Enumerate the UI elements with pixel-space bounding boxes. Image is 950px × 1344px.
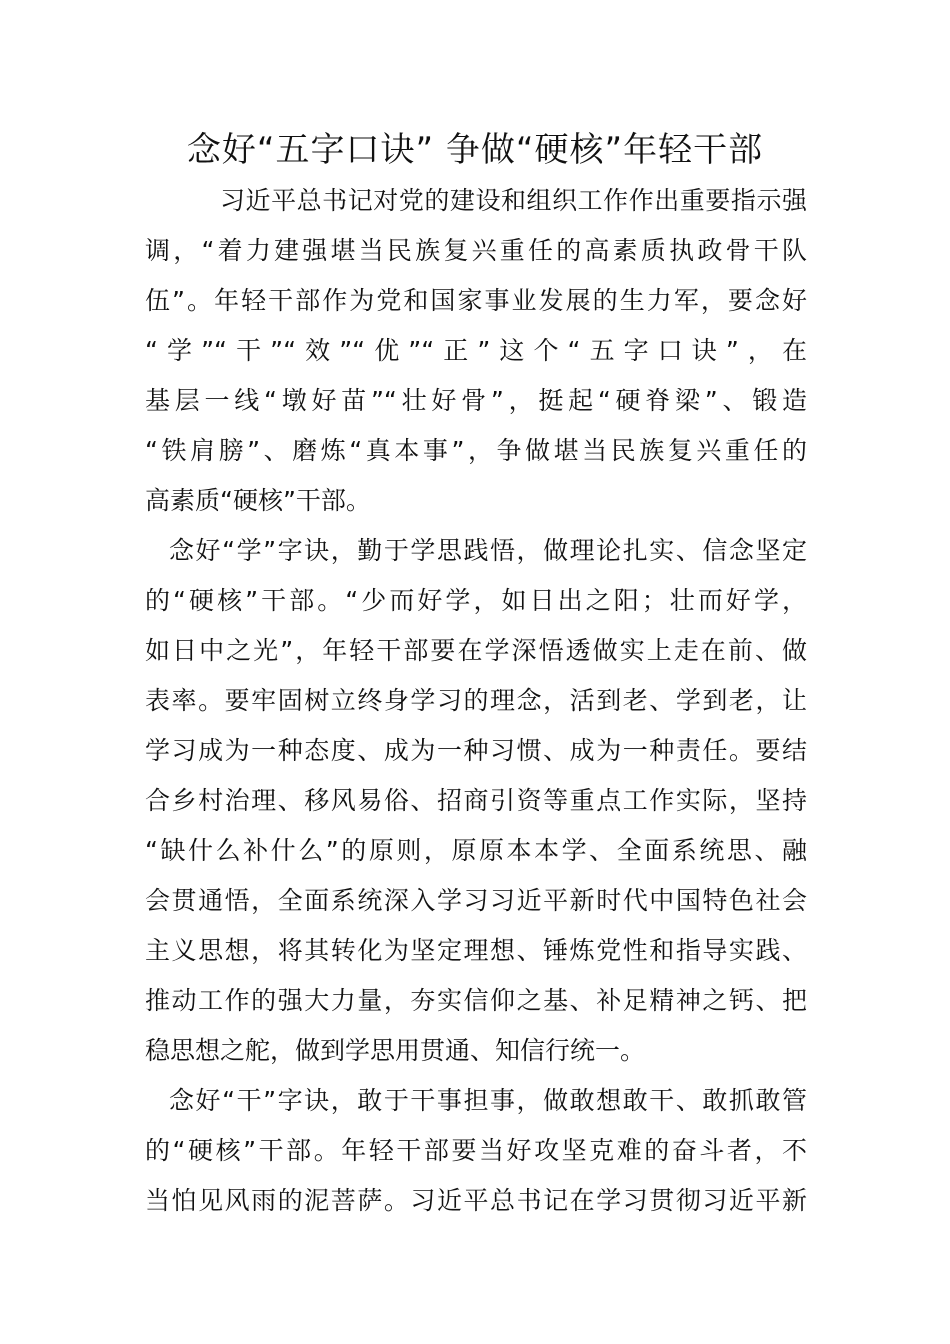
paragraph-line: 高素质“硬核”干部。 <box>145 486 371 515</box>
paragraph-line: “缺什么补什么”的原则，原原本本学、全面系统思、融 <box>145 836 807 865</box>
paragraph-line: 学习成为一种态度、成为一种习惯、成为一种责任。要结 <box>145 736 807 765</box>
paragraph-line: 会贯通悟，全面系统深入学习习近平新时代中国特色社会 <box>145 886 807 915</box>
paragraph-line: 主义思想，将其转化为坚定理想、锤炼党性和指导实践、 <box>145 936 807 965</box>
paragraph-line: 念好“干”字诀，敢于干事担事，做敢想敢干、敢抓敢管 <box>169 1086 807 1115</box>
paragraph-line: 伍”。年轻干部作为党和国家事业发展的生力军，要念好 <box>145 286 807 315</box>
paragraph-line: 如日中之光”，年轻干部要在学深悟透做实上走在前、做 <box>145 636 807 665</box>
paragraph-line: 表率。要牢固树立终身学习的理念，活到老、学到老，让 <box>145 686 807 715</box>
paragraph-line: 基层一线“墩好苗”“壮好骨”，挺起“硬脊梁”、锻造 <box>145 386 807 415</box>
paragraph-line: 习近平总书记对党的建设和组织工作作出重要指示强 <box>220 186 807 215</box>
document-body <box>145 176 807 1226</box>
paragraph-3 <box>145 1076 807 1226</box>
paragraph-2 <box>145 526 807 1076</box>
paragraph-line: 稳思想之舵，做到学思用贯通、知信行统一。 <box>145 1036 646 1065</box>
paragraph-line: 当怕见风雨的泥菩萨。习近平总书记在学习贯彻习近平新 <box>145 1186 807 1215</box>
paragraph-line: 调，“着力建强堪当民族复兴重任的高素质执政骨干队 <box>145 236 807 265</box>
document-title: 念好“五字口诀” 争做“硬核”年轻干部 <box>186 130 764 170</box>
paragraph-line: 合乡村治理、移风易俗、招商引资等重点工作实际，坚持 <box>145 786 807 815</box>
paragraph-line: “学”“干”“效”“优”“正”这个“五字口诀”，在 <box>145 336 807 365</box>
paragraph-line: 推动工作的强大力量，夯实信仰之基、补足精神之钙、把 <box>145 986 807 1015</box>
paragraph-1 <box>145 176 807 526</box>
paragraph-line: 的“硬核”干部。“少而好学，如日出之阳；壮而好学， <box>145 586 807 615</box>
paragraph-line: 的“硬核”干部。年轻干部要当好攻坚克难的奋斗者，不 <box>145 1136 807 1165</box>
paragraph-line: 念好“学”字诀，勤于学思践悟，做理论扎实、信念坚定 <box>169 536 807 565</box>
paragraph-line: “铁肩膀”、磨炼“真本事”，争做堪当民族复兴重任的 <box>145 436 807 465</box>
